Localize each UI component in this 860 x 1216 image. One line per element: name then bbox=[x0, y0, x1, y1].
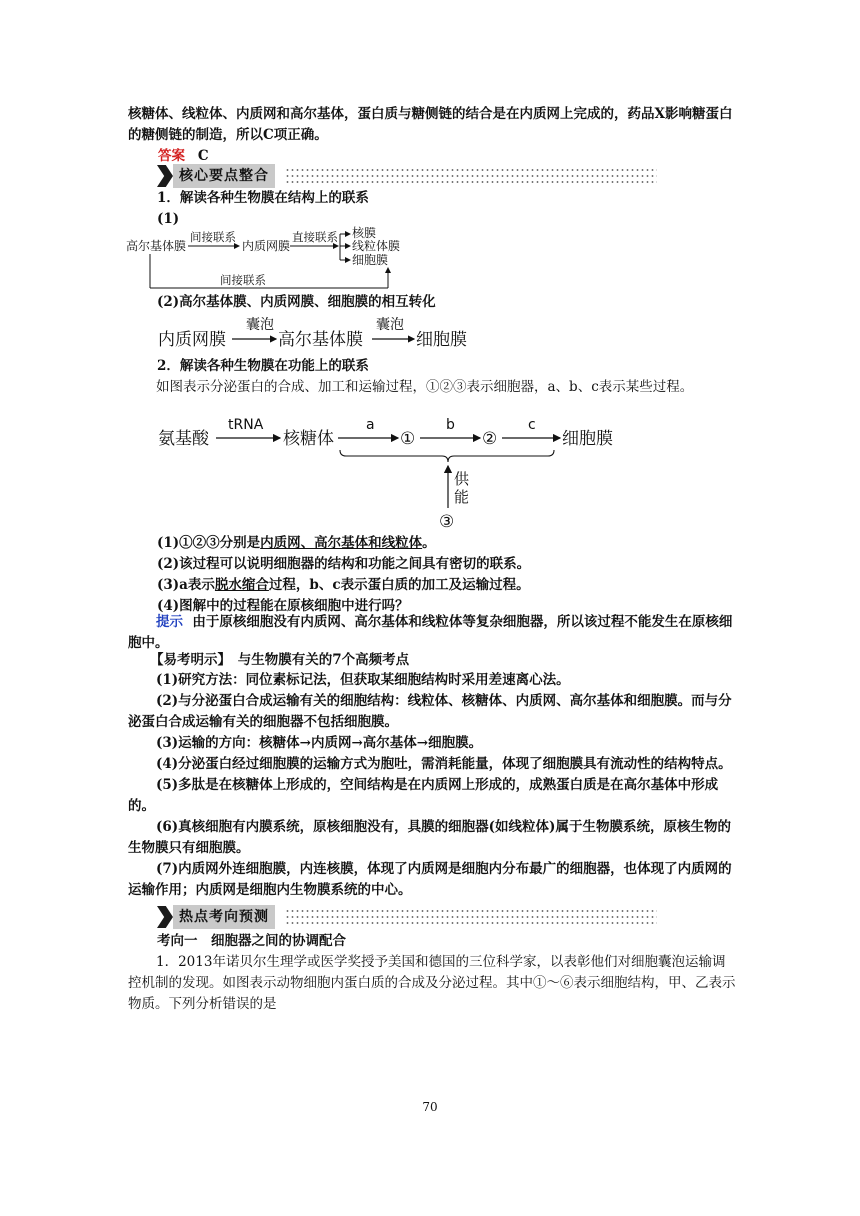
golgi-membrane-label: 高尔基体膜 bbox=[278, 330, 363, 350]
yikao-item: (6)真核细胞有内膜系统，原核细胞没有，具膜的细胞器(如线粒体)属于生物膜系统，原核生物的生物膜只有细胞膜。 bbox=[128, 819, 731, 856]
section-title: 核心要点整合 bbox=[173, 164, 275, 188]
hint-paragraph bbox=[128, 612, 736, 654]
secretion-pathway-diagram bbox=[158, 414, 628, 532]
page-number: 70 bbox=[422, 1100, 438, 1114]
organelle-3-label: ③ bbox=[439, 512, 455, 532]
conversion-diagram bbox=[158, 312, 478, 352]
heading-2: 2．解读各种生物膜在功能上的联系 bbox=[157, 358, 369, 374]
vesicle-label-1: 囊泡 bbox=[246, 317, 274, 333]
cell-membrane-label: 细胞膜 bbox=[352, 253, 389, 267]
yikao-item: (1)研究方法：同位素标记法，但获取某细胞结构时采用差速离心法。 bbox=[156, 672, 570, 688]
yikao-list bbox=[128, 670, 736, 901]
organelle-1-label: ① bbox=[400, 429, 416, 449]
er-membrane-label: 内质网膜 bbox=[158, 330, 226, 350]
q3-prefix: (3)a表示 bbox=[157, 577, 215, 593]
nuclear-membrane-label: 核膜 bbox=[352, 226, 377, 240]
section-title: 热点考向预测 bbox=[173, 905, 275, 929]
heading-2-intro: 如图表示分泌蛋白的合成、加工和运输过程，①②③表示细胞器，a、b、c表示某些过程。 bbox=[156, 379, 694, 395]
process-b-label: b bbox=[446, 417, 455, 433]
top-paragraph: 核糖体、线粒体、内质网和高尔基体，蛋白质与糖侧链的结合是在内质网上完成的，药品X影响糖蛋白的糖侧链的制造，所以C项正确。 bbox=[128, 106, 733, 143]
hint-text: 由于原核细胞没有内质网、高尔基体和线粒体等复杂细胞器，所以该过程不能发生在原核细胞中。 bbox=[128, 614, 733, 651]
q1-answer: 内质网、高尔基体和线粒体 bbox=[260, 535, 423, 551]
energy-supply-label-1: 供 bbox=[454, 470, 470, 488]
kaoxiang-heading: 考向一 细胞器之间的协调配合 bbox=[157, 933, 346, 949]
structure-diagram bbox=[126, 226, 416, 292]
yikao-title: 【易考明示】 与生物膜有关的7个高频考点 bbox=[150, 652, 410, 668]
ribosome-label: 核糖体 bbox=[283, 429, 334, 449]
er-membrane-label: 内质网膜 bbox=[242, 239, 291, 253]
answer-value: C bbox=[197, 148, 209, 164]
q3-line bbox=[157, 575, 765, 596]
q4-line: (4)图解中的过程能在原核细胞中进行吗？ bbox=[157, 598, 409, 614]
chevron-right-icon bbox=[157, 906, 173, 928]
answer-label: 答案 bbox=[158, 148, 185, 164]
indirect-link-label-2: 间接联系 bbox=[220, 273, 266, 287]
yikao-item: (7)内质网外连细胞膜，内连核膜，体现了内质网是细胞内分布最广的细胞器，也体现了内质网的运输作用；内质网是细胞内生物膜系统的中心。 bbox=[128, 861, 732, 898]
yikao-item: (4)分泌蛋白经过细胞膜的运输方式为胞吐，需消耗能量，体现了细胞膜具有流动性的结构特点。 bbox=[156, 756, 732, 772]
indirect-link-label: 间接联系 bbox=[190, 230, 236, 244]
direct-link-label: 直接联系 bbox=[292, 230, 338, 244]
process-a-label: a bbox=[366, 417, 375, 433]
chevron-right-icon bbox=[157, 165, 173, 187]
vesicle-label-2: 囊泡 bbox=[376, 317, 404, 333]
yikao-item: (5)多肽是在核糖体上形成的，空间结构是在内质网上形成的，成熟蛋白质是在高尔基体中形成的。 bbox=[128, 777, 719, 814]
q1-suffix: 。 bbox=[422, 535, 436, 551]
process-c-label: c bbox=[528, 417, 536, 433]
energy-supply-label-2: 能 bbox=[454, 488, 470, 506]
heading-1: 1．解读各种生物膜在结构上的联系 bbox=[157, 190, 369, 206]
dotted-rule bbox=[285, 908, 657, 926]
heading-1-sub2: (2)高尔基体膜、内质网膜、细胞膜的相互转化 bbox=[157, 294, 436, 310]
cell-membrane-label: 细胞膜 bbox=[416, 330, 467, 350]
mito-membrane-label: 线粒体膜 bbox=[352, 239, 401, 253]
yikao-item: (3)运输的方向：核糖体→内质网→高尔基体→细胞膜。 bbox=[156, 735, 483, 751]
q1-line bbox=[157, 533, 765, 554]
question-1: 1．2013年诺贝尔生理学或医学奖授予美国和德国的三位科学家，以表彰他们对细胞囊泡运输调控机制的发现。如图表示动物细胞内蛋白质的合成及分泌过程。其中①～⑥表示细胞结构，甲、乙表示物质。下列分析错误的是 bbox=[128, 954, 736, 1012]
yikao-item: (2)与分泌蛋白合成运输有关的细胞结构：线粒体、核糖体、内质网、高尔基体和细胞膜。而与分泌蛋白合成运输有关的细胞器不包括细胞膜。 bbox=[128, 693, 732, 730]
q3-suffix: 过程，b、c表示蛋白质的加工及运输过程。 bbox=[268, 577, 530, 593]
amino-acid-label: 氨基酸 bbox=[158, 429, 209, 449]
q3-answer: 脱水缩合 bbox=[214, 577, 269, 593]
dotted-rule bbox=[285, 167, 657, 185]
organelle-2-label: ② bbox=[482, 429, 498, 449]
q2-line: (2)该过程可以说明细胞器的结构和功能之间具有密切的联系。 bbox=[157, 556, 531, 572]
q1-prefix: (1)①②③分别是 bbox=[157, 535, 261, 551]
heading-1-sub1: (1) bbox=[157, 211, 180, 227]
trna-label: tRNA bbox=[228, 417, 264, 433]
cell-membrane-label: 细胞膜 bbox=[562, 429, 613, 449]
golgi-membrane-label: 高尔基体膜 bbox=[126, 239, 187, 253]
hint-label: 提示 bbox=[156, 614, 183, 630]
